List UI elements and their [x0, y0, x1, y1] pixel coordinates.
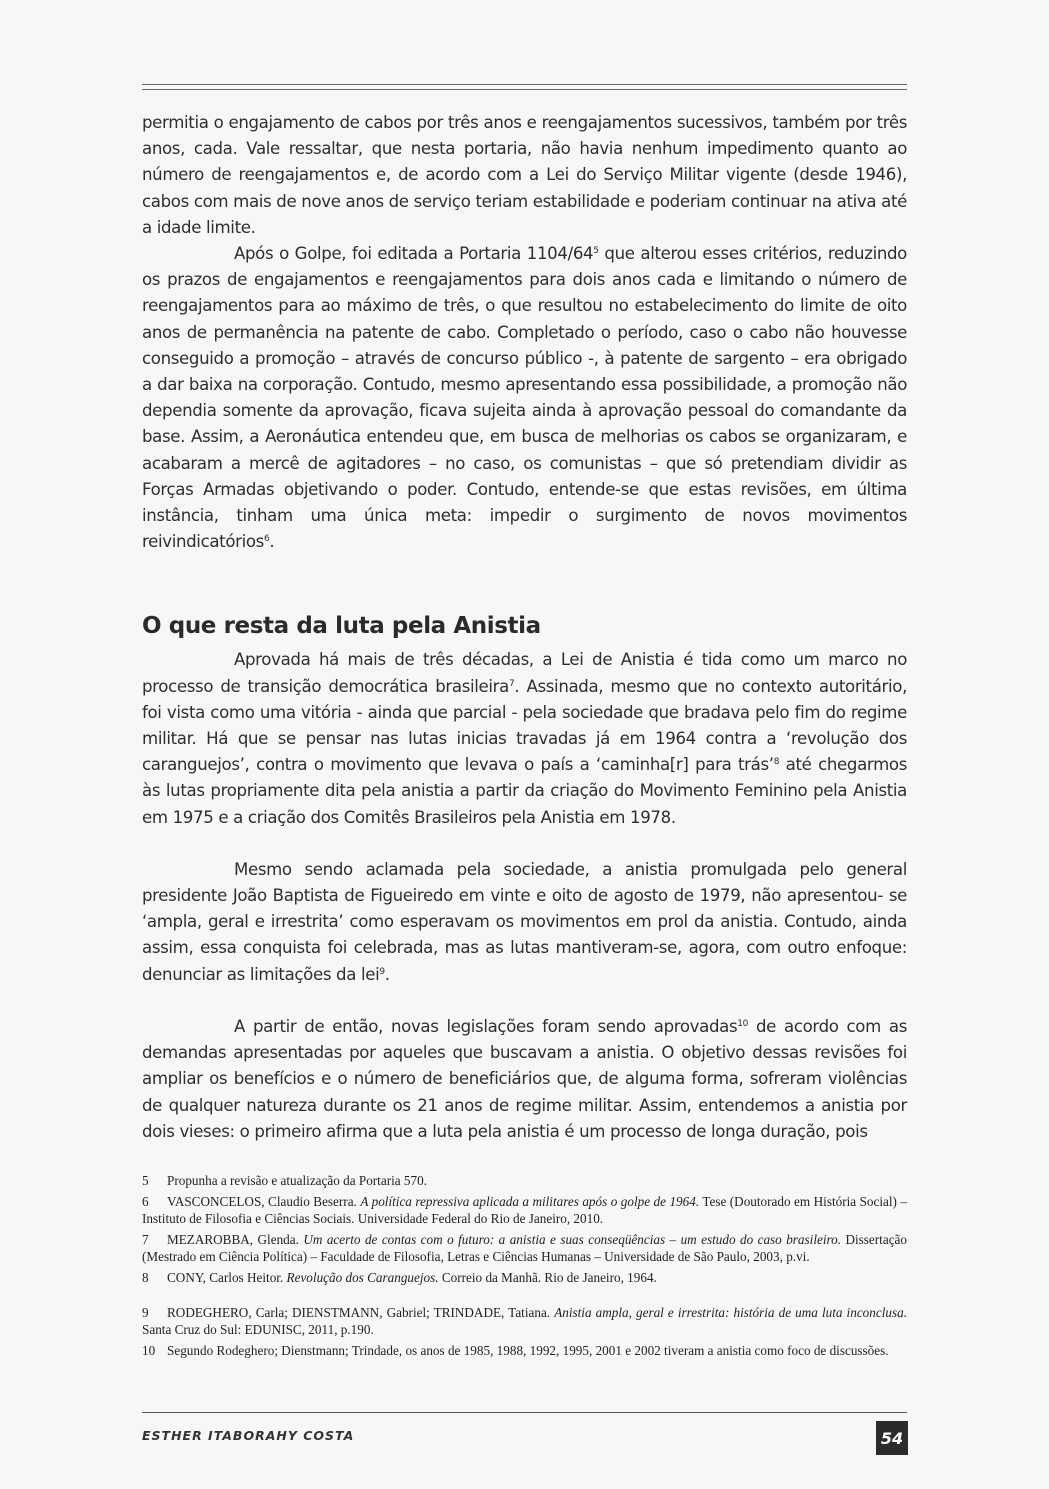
footnote: [142, 1173, 907, 1189]
footnote-text: MEZAROBBA, Glenda.: [167, 1232, 304, 1248]
author-name: ESTHER ITABORAHY COSTA: [142, 1428, 355, 1443]
paragraph: [142, 647, 907, 830]
paragraph-text: Aprovada há mais de três décadas, a Lei de Anistia é tida como um marco no processo de transição democrática brasileira: [142, 650, 907, 696]
footnote-text: Tese (Doutorado em História Social) – Instituto de Filosofia e Ciências Sociais. Universidade Federal do Rio de Janeiro, 2010.: [142, 1194, 907, 1226]
footnote-number: 9: [142, 1305, 149, 1321]
footnote-number: 6: [142, 1194, 149, 1210]
footnote-text: RODEGHERO, Carla; DIENSTMANN, Gabriel; TRINDADE, Tatiana.: [167, 1305, 555, 1321]
footnote-number: 5: [142, 1173, 149, 1188]
paragraph-text: Mesmo sendo aclamada pela sociedade, a anistia promulgada pelo general presidente João Baptista de Figueiredo em vinte e oito de agosto de 1979, não apresentou- se ‘ampla, geral e irrestrita’ como esperavam os movimentos em prol da anistia. Contudo, ainda assim, essa conquista foi celebrada, mas as lutas mantiveram-se, agora, com outro enfoque: denunciar as limitações da lei: [142, 859, 907, 984]
footnote-number: 7: [142, 1232, 149, 1248]
footer-rule: [142, 1412, 907, 1413]
footnote: [142, 1305, 907, 1338]
footnote-text: CONY, Carlos Heitor.: [167, 1270, 287, 1286]
section-heading: O que resta da luta pela Anistia: [142, 613, 541, 640]
paragraph: [142, 1014, 907, 1145]
body-text: [142, 110, 907, 1145]
footnote-title: Revolução dos Caranguejos.: [286, 1270, 439, 1286]
footnote-ref[interactable]: 8: [773, 757, 780, 768]
footnote-text: VASCONCELOS, Claudio Beserra.: [167, 1194, 361, 1210]
footnote-ref[interactable]: 10: [737, 1018, 749, 1029]
footnote-ref[interactable]: 5: [593, 246, 599, 257]
footnote-text: Santa Cruz do Sul: EDUNISC, 2011, p.190.: [142, 1321, 374, 1337]
paragraph: [142, 857, 907, 988]
footnote-spacer: [142, 1291, 907, 1305]
page-number: 54: [876, 1421, 908, 1455]
paragraph-text: .: [269, 532, 275, 552]
footnote: [142, 1270, 907, 1286]
footnote: [142, 1343, 907, 1359]
paragraph-text: de acordo com as demandas apresentadas por aqueles que buscavam a anistia. O objetivo dessas revisões foi ampliar os benefícios e o número de beneficiários que, de alguma forma, sofreram violências de qualquer natureza durante os 21 anos de regime militar. Assim, entendemos a anistia por dois vieses: o primeiro afirma que a luta pela anistia é um processo de longa duração, pois: [142, 1016, 907, 1141]
footnote-text: Correio da Manhã. Rio de Janeiro, 1964.: [438, 1270, 657, 1286]
footnote-title: A política repressiva aplicada a militares após o golpe de 1964.: [360, 1194, 700, 1210]
footnote-title: Anistia ampla, geral e irrestrita: história de uma luta inconclusa.: [554, 1305, 907, 1321]
paragraph: [142, 241, 907, 555]
footnote-ref[interactable]: 6: [263, 534, 270, 545]
paragraph-text: Após o Golpe, foi editada a Portaria 1104/64: [234, 244, 594, 264]
paragraph-text: .: [384, 964, 390, 984]
footnote-ref[interactable]: 7: [508, 678, 515, 689]
footnote-ref[interactable]: 9: [379, 966, 385, 977]
paragraph-text: que alterou esses critérios, reduzindo os prazos de engajamentos e reengajamentos para dois anos cada e limitando o número de reengajamentos para ao máximo de três, o que resultou no estabelecimento do limite de oito anos de permanência na patente de cabo. Completado o período, caso o cabo não houvesse conseguido a promoção – através de concurso público -, à patente de sargento – era obrigado a dar baixa na corporação. Contudo, mesmo apresentando essa possibilidade, a promoção não dependia somente da aprovação, ficava sujeita ainda à aprovação pessoal do comandante da base. Assim, a Aeronáutica entendeu que, em busca de melhorias os cabos se organizaram, e acabaram a mercê de agitadores – no caso, os comunistas – que só pretendiam dividir as Forças Armadas objetivando o poder. Contudo, entende-se que estas revisões, em última instância, tinham uma única meta: impedir o surgimento de novos movimentos reivindicatórios: [142, 244, 907, 552]
footnote-text: Propunha a revisão e atualização da Portaria 570.: [167, 1173, 427, 1188]
paragraph: permitia o engajamento de cabos por três anos e reengajamentos sucessivos, também por três anos, cada. Vale ressaltar, que nesta portaria, não havia nenhum impedimento quanto ao número de reengajamentos e, de acordo com a Lei do Serviço Militar vigente (desde 1946), cabos com mais de nove anos de serviço teriam estabilidade e poderiam continuar na ativa até a idade limite.: [142, 113, 907, 237]
paragraph-text: A partir de então, novas legislações foram sendo aprovadas: [234, 1016, 738, 1036]
footnote: [142, 1232, 907, 1265]
footnote-number: 8: [142, 1270, 149, 1286]
footnotes: [142, 1173, 907, 1365]
footnote: [142, 1194, 907, 1227]
footnote-text: Segundo Rodeghero; Dienstmann; Trindade, os anos de 1985, 1988, 1992, 1995, 2001 e 2002 tiveram a anistia como foco de discussões.: [167, 1343, 889, 1359]
header-rule: [142, 84, 907, 85]
paragraph-text: até chegarmos às lutas propriamente dita pela anistia a partir da criação do Movimento Feminino pela Anistia em 1975 e a criação dos Comitês Brasileiros pela Anistia em 1978.: [142, 755, 907, 827]
paragraph-text: . Assinada, mesmo que no contexto autoritário, foi vista como uma vitória - ainda que parcial - pela sociedade que bradava pelo fim do regime militar. Há que se pensar nas lutas inicias travadas já em 1964 contra a ‘revolução dos caranguejos’, contra o movimento que levava o país a ‘caminha[r] para trás’: [142, 676, 907, 775]
footnote-number: 10: [142, 1343, 156, 1359]
footnote-text: Dissertação (Mestrado em Ciência Política) – Faculdade de Filosofia, Letras e Ciências Humanas – Universidade de São Paulo, 2003, p.vi.: [142, 1232, 907, 1264]
footnote-title: Um acerto de contas com o futuro: a anistia e suas conseqüências – um estudo do caso brasileiro.: [303, 1232, 842, 1248]
header-rule-secondary: [142, 89, 907, 90]
